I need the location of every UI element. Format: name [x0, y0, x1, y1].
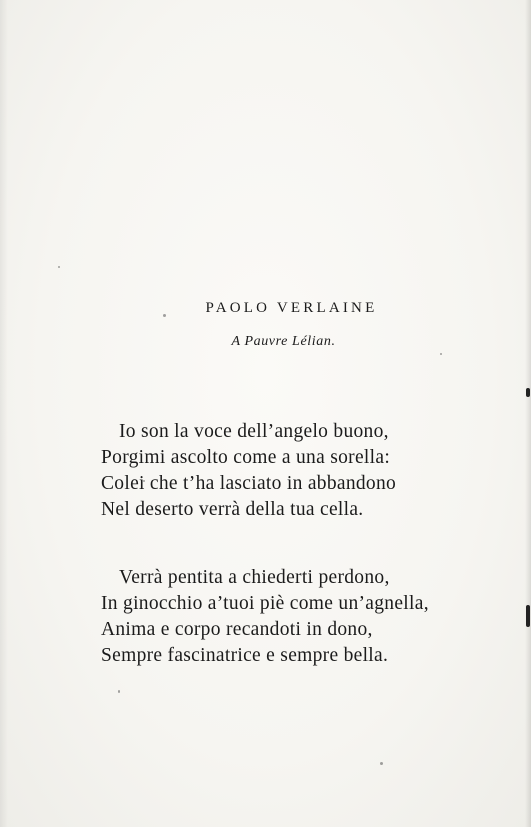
verse-line: Colei che t’ha lasciato in abbandono	[101, 473, 397, 494]
page-edge-mark	[526, 605, 530, 627]
paper-speck	[58, 266, 60, 268]
paper-speck	[440, 353, 442, 355]
verse-line: Nel deserto verrà della tua cella.	[101, 499, 364, 520]
dedication: A Pauvre Lélian.	[231, 334, 336, 349]
verse-line: Io son la voce dell’angelo buono,	[119, 421, 389, 442]
verse-line: Verrà pentita a chiederti perdono,	[119, 567, 390, 588]
verse-line: In ginocchio a’tuoi piè come un’agnella,	[101, 593, 429, 614]
author-heading: PAOLO VERLAINE	[205, 300, 378, 316]
page-right-shadow	[525, 0, 531, 827]
page-left-shadow	[0, 0, 8, 827]
verse-line: Anima e corpo recandoti in dono,	[101, 619, 373, 640]
paper-speck	[380, 762, 383, 765]
paper-speck	[118, 690, 120, 693]
verse-line: Sempre fascinatrice e sempre bella.	[101, 645, 389, 666]
verse-line: Porgimi ascolto come a una sorella:	[101, 447, 391, 468]
page-edge-mark	[526, 388, 530, 397]
